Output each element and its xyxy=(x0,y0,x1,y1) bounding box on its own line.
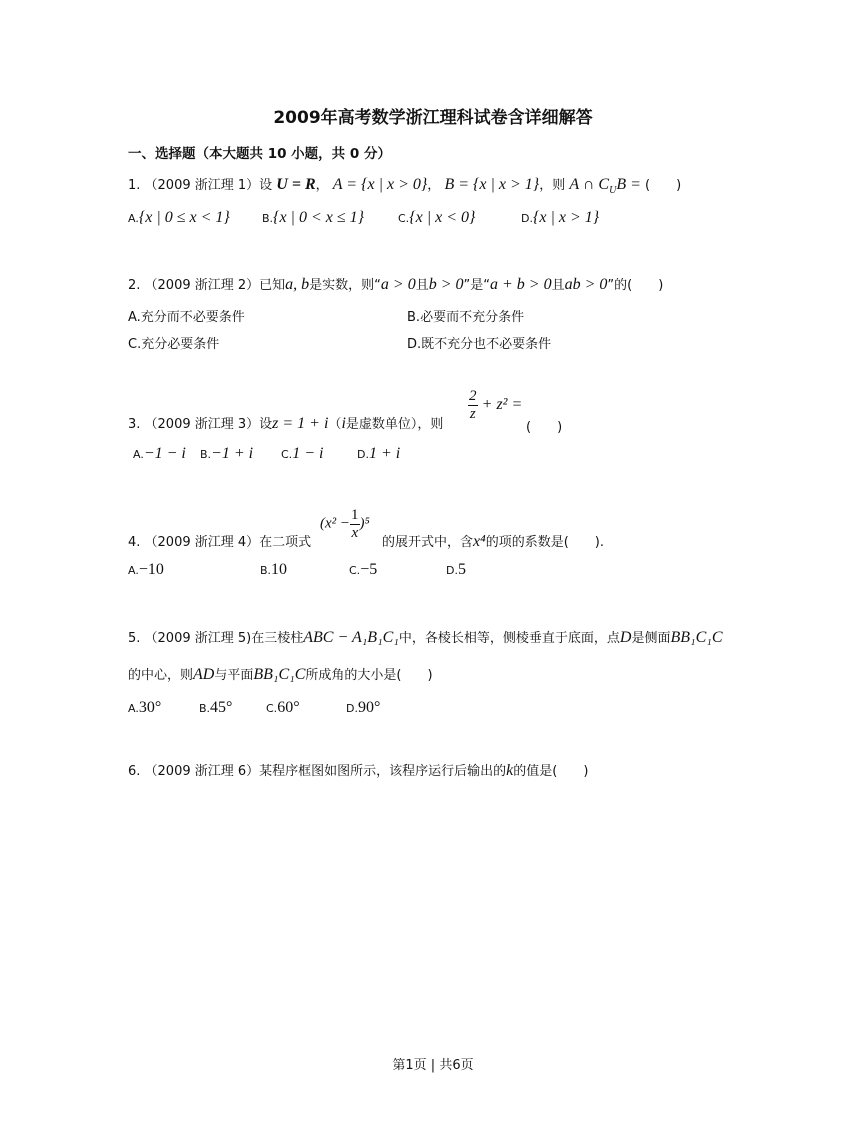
option-value: 60° xyxy=(277,699,300,716)
q5-option-b xyxy=(199,699,232,717)
q5-face: BB₁C₁C xyxy=(670,629,723,646)
q4-binomial-close: )⁵ xyxy=(359,515,370,532)
q3-expression-rest: + z² = xyxy=(481,396,523,413)
q1-comma-1: ， xyxy=(315,178,329,193)
q1-option-d xyxy=(521,209,599,227)
q3-option-c xyxy=(281,445,323,463)
q5-line-ad: AD xyxy=(193,666,215,683)
q1-expr-tail: B = xyxy=(616,176,641,193)
q4-x4: x⁴ xyxy=(473,533,486,550)
option-label: C. xyxy=(281,448,293,461)
q5-face-2: BB₁C₁C xyxy=(253,666,306,683)
q2-cond-4: ab > 0 xyxy=(564,276,608,293)
option-label: B. xyxy=(262,212,274,225)
q6-text-1: 的值是( ) xyxy=(513,764,589,779)
option-value: {x | x < 0} xyxy=(409,209,476,226)
question-5-prefix: 5. （2009 浙江理 5)在三棱柱 xyxy=(128,631,304,646)
option-value: 1 − i xyxy=(292,445,324,462)
q3-option-a xyxy=(133,445,186,463)
question-6-prefix: 6. （2009 浙江理 6）某程序框图如图所示，该程序运行后输出的 xyxy=(128,764,507,779)
option-value: −10 xyxy=(138,561,164,578)
option-value: 90° xyxy=(357,699,381,716)
q5-line2-text-1: 的中心，则 xyxy=(128,668,194,683)
q3-z-definition: z = 1 + i xyxy=(272,415,329,432)
q3-text-1: （ xyxy=(328,417,342,432)
q6-k: k xyxy=(506,762,514,779)
option-label: A. xyxy=(128,212,139,225)
q3-answer-paren: ( ) xyxy=(526,420,563,435)
option-label: B. xyxy=(407,310,421,325)
option-label: B. xyxy=(200,448,212,461)
q2-cond-1: a > 0 xyxy=(380,276,416,293)
q1-expr-head: A ∩ C xyxy=(569,176,610,193)
q1-expression xyxy=(569,176,641,197)
q3-text-2: 是虚数单位），则 xyxy=(345,417,444,432)
q4-fraction xyxy=(350,507,360,541)
option-label: D. xyxy=(446,564,458,577)
option-value: 45° xyxy=(210,699,233,716)
q4-option-d xyxy=(446,561,466,579)
option-value: {x | x > 1} xyxy=(532,209,600,226)
option-label: D. xyxy=(521,212,533,225)
q2-cond-3: a + b > 0 xyxy=(490,276,552,293)
q4-tail xyxy=(382,531,604,551)
q1-option-b xyxy=(262,209,364,227)
option-label: C. xyxy=(266,702,278,715)
q5-option-d xyxy=(346,699,380,717)
q2-text-2: 且 xyxy=(415,278,429,293)
option-label: C. xyxy=(398,212,410,225)
q4-option-c xyxy=(349,561,377,579)
question-5-line-2 xyxy=(128,664,433,684)
q2-option-a xyxy=(128,306,245,325)
question-6 xyxy=(128,760,588,780)
question-2 xyxy=(128,274,663,294)
q3-option-d xyxy=(357,445,400,463)
option-value: 10 xyxy=(271,561,288,578)
q2-text-1: 是实数，则“ xyxy=(309,278,381,293)
q3-option-b xyxy=(200,445,253,463)
q2-cond-2: b > 0 xyxy=(428,276,464,293)
option-label: A. xyxy=(128,702,139,715)
q2-option-c xyxy=(128,333,219,352)
question-3 xyxy=(128,413,443,433)
option-label: C. xyxy=(349,564,361,577)
q2-text-3: ”是“ xyxy=(463,278,490,293)
option-label: A. xyxy=(128,310,141,325)
q1-option-c xyxy=(398,209,475,227)
option-value: {x | 0 < x ≤ 1} xyxy=(273,209,365,226)
option-value: 既不充分也不必要条件 xyxy=(421,337,552,352)
q3-expression xyxy=(468,388,522,422)
option-label: D. xyxy=(346,702,358,715)
option-value: 1 + i xyxy=(368,445,401,462)
q5-prism: ABC − A₁B₁C₁ xyxy=(303,629,399,646)
q5-option-c xyxy=(266,699,300,717)
option-value: {x | 0 ≤ x < 1} xyxy=(138,209,230,226)
q1-expr-sub: U xyxy=(609,185,617,197)
q4-binomial-open: (x² − xyxy=(320,515,351,532)
option-value: 必要而不充分条件 xyxy=(420,310,525,325)
q4-binomial xyxy=(320,507,370,541)
question-4-prefix: 4. （2009 浙江理 4）在二项式 xyxy=(128,535,312,550)
q2-text-5: ”的( ) xyxy=(607,278,664,293)
question-5-line-1 xyxy=(128,627,722,647)
q1-universal-set: U = R xyxy=(276,176,316,193)
q5-text-1: 中，各棱长相等，侧棱垂直于底面，点 xyxy=(398,631,620,646)
option-value: −1 + i xyxy=(211,445,254,462)
option-value: 5 xyxy=(457,561,466,578)
question-3-prefix: 3. （2009 浙江理 3）设 xyxy=(128,417,273,432)
q5-point-d: D xyxy=(619,629,632,646)
option-label: B. xyxy=(260,564,272,577)
question-1 xyxy=(128,174,681,196)
q2-option-d xyxy=(407,333,551,352)
q2-text-4: 且 xyxy=(551,278,565,293)
option-label: D. xyxy=(357,448,369,461)
question-1-prefix: 1. （2009 浙江理 1）设 xyxy=(128,178,273,193)
q1-comma-2: ， xyxy=(427,178,441,193)
q1-option-a xyxy=(128,209,230,227)
q5-text-2: 是侧面 xyxy=(631,631,671,646)
q2-option-b xyxy=(407,306,524,325)
fraction-denominator: z xyxy=(469,405,476,422)
q1-mid: ，则 xyxy=(539,178,566,193)
q3-fraction xyxy=(468,388,478,422)
q1-set-b: B = {x | x > 1} xyxy=(444,176,540,193)
q3-i: i xyxy=(341,415,346,432)
q5-line2-text-3: 所成角的大小是( ) xyxy=(305,668,433,683)
option-label: A. xyxy=(133,448,144,461)
q4-text-2: 的项的系数是( ). xyxy=(485,535,604,550)
q2-variables: a, b xyxy=(285,276,310,293)
q4-option-a xyxy=(128,561,164,579)
q1-set-a: A = {x | x > 0} xyxy=(332,176,428,193)
option-label: D. xyxy=(407,337,422,352)
option-value: 30° xyxy=(138,699,162,716)
question-2-prefix: 2. （2009 浙江理 2）已知 xyxy=(128,278,286,293)
page-title: 2009年高考数学浙江理科试卷含详细解答 xyxy=(273,108,593,128)
option-value: 充分而不必要条件 xyxy=(140,310,245,325)
fraction-numerator: 2 xyxy=(469,388,477,404)
page-footer: 第1页 | 共6页 xyxy=(392,1058,474,1073)
option-label: B. xyxy=(199,702,211,715)
option-value: −5 xyxy=(360,561,378,578)
option-label: C. xyxy=(128,337,142,352)
q5-line2-text-2: 与平面 xyxy=(214,668,254,683)
fraction-denominator: x xyxy=(351,524,359,541)
option-value: 充分必要条件 xyxy=(141,337,220,352)
section-heading: 一、选择题（本大题共 10 小题，共 0 分） xyxy=(128,146,391,162)
option-label: A. xyxy=(128,564,139,577)
q5-option-a xyxy=(128,699,161,717)
q4-text-1: 的展开式中，含 xyxy=(382,535,474,550)
fraction-numerator: 1 xyxy=(351,507,359,523)
q4-option-b xyxy=(260,561,287,579)
q1-answer-paren: ( ) xyxy=(645,178,682,193)
option-value: −1 − i xyxy=(143,445,186,462)
